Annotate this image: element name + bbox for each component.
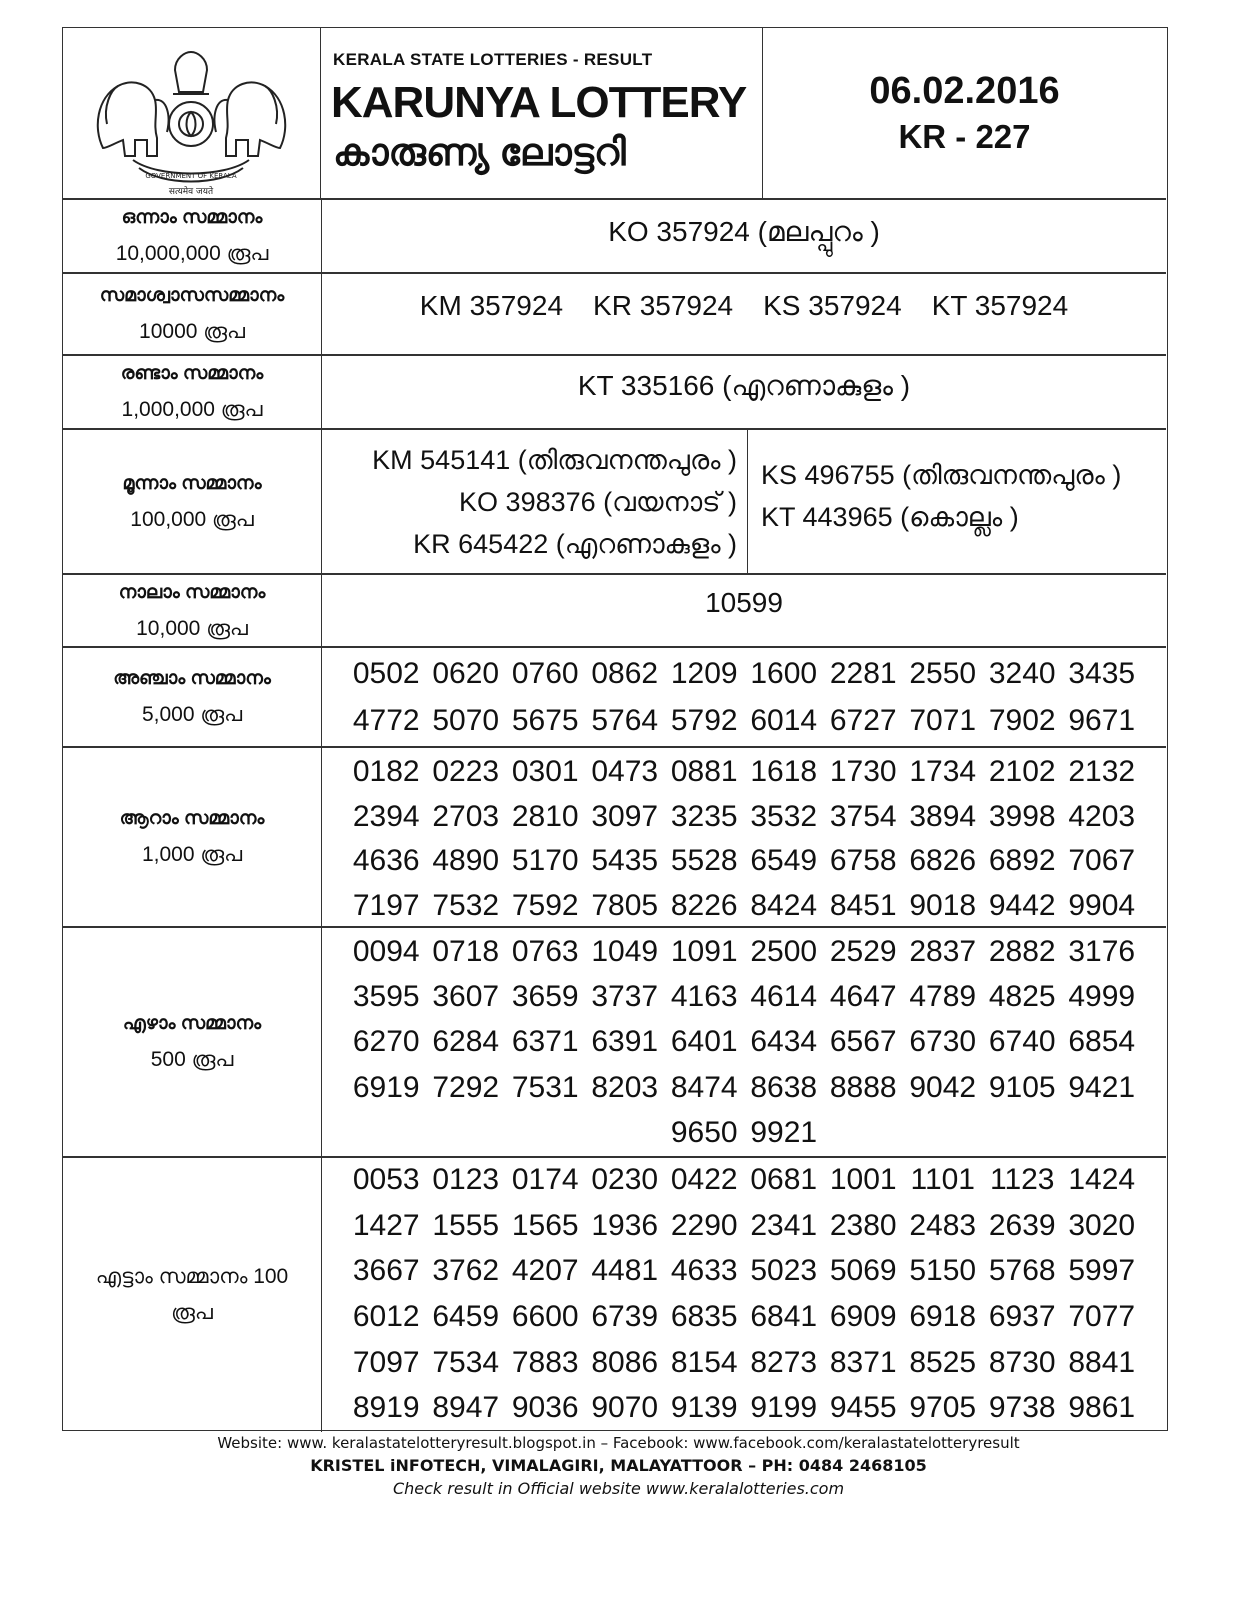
winning-number: 6459 [432, 1299, 500, 1333]
winning-number: 4789 [909, 980, 977, 1014]
prize-amount: 500 രൂപ [150, 1048, 234, 1071]
winning-number: 2281 [829, 657, 897, 690]
winning-number: 3532 [750, 799, 818, 833]
winning-number: 0422 [670, 1163, 738, 1196]
draw-number: KR - 227 [898, 118, 1031, 155]
winning-number: 7077 [1068, 1299, 1136, 1333]
winning-number: 7292 [432, 1070, 500, 1104]
prize-row-seventh [63, 926, 1166, 1156]
winning-number: 6826 [909, 844, 977, 877]
winning-number: 6892 [988, 844, 1056, 877]
winning-number: 6014 [750, 704, 818, 737]
winning-number: 9421 [1068, 1070, 1136, 1104]
winning-number: 5528 [670, 844, 738, 877]
winning-number: 9070 [591, 1391, 659, 1425]
winning-number: 3097 [591, 799, 659, 833]
number-grid [322, 928, 1166, 1156]
winning-number: 5023 [750, 1254, 818, 1288]
winning-number: 2639 [988, 1208, 1056, 1242]
winning-number: 8474 [670, 1070, 738, 1104]
winning-number: 7067 [1068, 844, 1136, 877]
winning-number: 4614 [750, 980, 818, 1014]
consolation-tickets [322, 274, 1166, 354]
winning-number: 0473 [591, 755, 659, 788]
winning-number: 6909 [829, 1299, 897, 1333]
winning-number: 0182 [352, 755, 420, 788]
ticket: KM 357924 [419, 290, 564, 321]
winning-number: 7805 [591, 888, 659, 922]
winning-number: 1618 [750, 755, 818, 788]
winning-number: 4825 [988, 980, 1056, 1014]
winning-number: 6854 [1068, 1025, 1136, 1059]
prize-label [63, 274, 322, 354]
prize-amount: 1,000 രൂപ [141, 843, 243, 866]
winning-number: 7097 [352, 1345, 420, 1379]
winning-number: 6918 [909, 1299, 977, 1333]
winning-number: 1600 [750, 657, 818, 690]
prize-amount: 10000 രൂപ [139, 320, 245, 343]
winning-number: 7883 [511, 1345, 579, 1379]
winning-number: 6549 [750, 844, 818, 877]
winning-number: 6434 [750, 1025, 818, 1059]
winning-number: 2290 [670, 1208, 738, 1242]
prize-name: എഴാം സമ്മാനം [122, 1013, 262, 1034]
winning-number: 6600 [511, 1299, 579, 1333]
winning-number: 3435 [1068, 657, 1136, 690]
prize-row-fourth [63, 573, 1166, 646]
prize-row-fifth [63, 646, 1166, 746]
winning-number: 8730 [988, 1345, 1056, 1379]
winning-ticket: KT 335166 (എറണാകുളം ) [577, 370, 911, 401]
winning-number: 9455 [829, 1391, 897, 1425]
ticket: KT 357924 [931, 290, 1069, 321]
winning-number: 2132 [1068, 755, 1136, 788]
winning-number: 6727 [829, 704, 897, 737]
winning-number: 4636 [352, 844, 420, 877]
ticket: KR 357924 [593, 290, 734, 321]
emblem-motto: सत्यमेव जयते [168, 187, 214, 197]
prize-row-eighth [63, 1156, 1166, 1432]
prize-label [63, 928, 322, 1156]
winning-number: 0502 [352, 657, 420, 690]
winning-number: 9861 [1068, 1391, 1136, 1425]
winning-number: 1123 [989, 1163, 1055, 1196]
footer-official: Check result in Official website www.keralalotteries.com [392, 1479, 845, 1498]
number-grid [322, 1158, 1166, 1432]
lottery-title-malayalam: കാരുണ്യ ലോട്ടറി [333, 132, 626, 174]
winning-number: 2500 [750, 935, 818, 968]
winning-number: 0230 [591, 1163, 659, 1196]
footer-website: Website: www. keralastatelotteryresult.blogspot.in – Facebook: www.facebook.com/keralastatelotteryresult [217, 1434, 1020, 1452]
winning-number: 0094 [352, 935, 420, 968]
prize-name: രണ്ടാം സമ്മാനം [120, 363, 264, 384]
winning-number: 9705 [909, 1391, 977, 1425]
winning-number: 5764 [591, 704, 659, 737]
winning-number: 0862 [591, 657, 659, 690]
winning-number: 6740 [988, 1025, 1056, 1059]
prize-name: എട്ടാം സമ്മാനം 100 [95, 1265, 289, 1288]
winning-number: 9105 [988, 1070, 1056, 1104]
winning-number: 5150 [909, 1254, 977, 1288]
winning-number: 9904 [1068, 888, 1136, 922]
ticket: KR 645422 (എറണാകുളം ) [413, 528, 737, 559]
winning-number: 7902 [988, 704, 1056, 737]
winning-ticket: KO 357924 (മലപ്പുറം ) [608, 216, 880, 247]
winning-number: 9018 [909, 888, 977, 922]
winning-number: 8525 [909, 1345, 977, 1379]
winning-number: 6835 [670, 1299, 738, 1333]
winning-number: 2550 [909, 657, 977, 690]
winning-number: 2102 [988, 755, 1056, 788]
winning-number: 2341 [750, 1208, 818, 1242]
prize-amount: 5,000 രൂപ [141, 703, 243, 726]
winning-number: 9139 [670, 1391, 738, 1425]
winning-number: 6841 [750, 1299, 818, 1333]
winning-number: 5675 [511, 704, 579, 737]
prize-row-second [63, 354, 1166, 428]
winning-number: 5792 [670, 704, 738, 737]
winning-number: 3762 [432, 1254, 500, 1288]
winning-number: 4163 [670, 980, 738, 1014]
winning-number: 0681 [750, 1163, 818, 1196]
winning-number: 1730 [829, 755, 897, 788]
winning-number: 5768 [988, 1254, 1056, 1288]
winning-number: 9042 [909, 1070, 977, 1104]
winning-number: 4203 [1068, 799, 1136, 833]
result-sheet [62, 27, 1168, 1431]
prize-label [63, 200, 322, 272]
winning-number: 5997 [1068, 1254, 1136, 1288]
prize-label [63, 648, 322, 746]
prize-amount: രൂപ [171, 1301, 213, 1324]
draw-date: 06.02.2016 [869, 70, 1060, 112]
ticket: KS 496755 (തിരുവനന്തപുരം ) [761, 459, 1122, 490]
prize-amount: 10,000 രൂപ [136, 616, 248, 640]
ticket: KT 443965 (കൊല്ലം ) [761, 501, 1019, 532]
winning-number: 0760 [511, 657, 579, 690]
winning-number: 9650 [670, 1115, 738, 1149]
winning-number: 3176 [1068, 935, 1136, 968]
winning-number: 0123 [432, 1163, 500, 1196]
ticket: KM 545141 (തിരുവനന്തപുരം ) [372, 444, 737, 475]
prize-name: അഞ്ചാം സമ്മാനം [113, 668, 271, 689]
winning-number: 5070 [432, 704, 500, 737]
winning-number: 7534 [432, 1345, 500, 1379]
winning-number: 4999 [1068, 980, 1136, 1014]
winning-number: 2380 [829, 1208, 897, 1242]
winning-number: 2703 [432, 799, 500, 833]
prize-row-third [63, 428, 1166, 573]
winning-number: 9921 [750, 1115, 818, 1149]
emblem-caption: GOVERNMENT OF KERALA [145, 172, 237, 180]
third-prize-tickets [322, 430, 1166, 573]
winning-number: 0223 [432, 755, 500, 788]
winning-number: 1555 [432, 1208, 500, 1242]
winning-number: 3020 [1068, 1208, 1136, 1242]
winning-number: 2882 [988, 935, 1056, 968]
winning-number: 8086 [591, 1345, 659, 1379]
winning-number: 7592 [511, 888, 579, 922]
winning-number: 8424 [750, 888, 818, 922]
winning-number: 6401 [670, 1025, 738, 1059]
winning-number: 2483 [909, 1208, 977, 1242]
ticket: KO 398376 (വയനാട് ) [459, 486, 737, 517]
winning-number: 6758 [829, 844, 897, 877]
prize-name: ആറാം സമ്മാനം [119, 808, 265, 829]
prize-name: മൂന്നാം സമ്മാനം [122, 472, 262, 494]
winning-number: 8203 [591, 1070, 659, 1104]
winning-number: 9738 [988, 1391, 1056, 1425]
prize-label [63, 748, 322, 926]
third-prize-right [749, 430, 1166, 573]
winning-number: 5435 [591, 844, 659, 877]
third-prize-left [322, 430, 748, 573]
winning-number: 9199 [750, 1391, 818, 1425]
winning-number: 8888 [829, 1070, 897, 1104]
winning-number: 5170 [511, 844, 579, 877]
prize-amount: 10,000,000 രൂപ [115, 242, 269, 265]
result-subtitle: KERALA STATE LOTTERIES - RESULT [333, 50, 653, 69]
winning-number: 1427 [352, 1208, 420, 1242]
ticket: KS 357924 [763, 290, 902, 321]
winning-number: 2810 [511, 799, 579, 833]
prize-row-first [63, 198, 1166, 272]
winning-number: 3659 [511, 980, 579, 1014]
winning-number: 9671 [1068, 704, 1136, 737]
winning-number: 4633 [670, 1254, 738, 1288]
prize-label [63, 1158, 322, 1432]
prize-name: നാലാം സമ്മാനം [118, 581, 266, 603]
winning-number: 8371 [829, 1345, 897, 1379]
winning-number: 8273 [750, 1345, 818, 1379]
winning-number: 6730 [909, 1025, 977, 1059]
winning-number: 6012 [352, 1299, 420, 1333]
winning-number: 8841 [1068, 1345, 1136, 1379]
winning-number: 8947 [432, 1391, 500, 1425]
number-grid [322, 648, 1166, 746]
winning-number: 6739 [591, 1299, 659, 1333]
prize-row-consolation [63, 272, 1166, 354]
winning-number: 3607 [432, 980, 500, 1014]
winning-number: 1091 [670, 935, 738, 968]
winning-number: 1049 [591, 935, 659, 968]
header [63, 28, 1166, 198]
winning-number: 1424 [1068, 1163, 1136, 1196]
prize-label [63, 575, 322, 646]
winning-number: 3998 [988, 799, 1056, 833]
winning-number: 3235 [670, 799, 738, 833]
winning-number: 0881 [670, 755, 738, 788]
prize-row-sixth [63, 746, 1166, 926]
winning-number: 6391 [591, 1025, 659, 1059]
winning-number: 2529 [829, 935, 897, 968]
title-cell [321, 28, 763, 198]
winning-number: 7197 [352, 888, 420, 922]
winning-number: 8919 [352, 1391, 420, 1425]
prize-label [63, 356, 322, 428]
date-cell [763, 28, 1166, 198]
prize-amount: 100,000 രൂപ [130, 507, 254, 531]
winning-number: 7531 [511, 1070, 579, 1104]
number-grid [322, 748, 1166, 926]
winning-number: 3894 [909, 799, 977, 833]
winning-number: 1936 [591, 1208, 659, 1242]
winning-number: 1734 [909, 755, 977, 788]
winning-number: 1209 [670, 657, 738, 690]
winning-number: 0301 [511, 755, 579, 788]
winning-number: 7071 [909, 704, 977, 737]
winning-number: 2837 [909, 935, 977, 968]
winning-number: 8154 [670, 1345, 738, 1379]
winning-number: 8451 [829, 888, 897, 922]
winning-number: 9036 [511, 1391, 579, 1425]
winning-number: 8226 [670, 888, 738, 922]
winning-number: 6937 [988, 1299, 1056, 1333]
winning-number: 0174 [511, 1163, 579, 1196]
winning-ticket: 10599 [705, 587, 783, 618]
winning-number: 6567 [829, 1025, 897, 1059]
winning-number: 2394 [352, 799, 420, 833]
winning-number: 4772 [352, 704, 420, 737]
winning-number: 4890 [432, 844, 500, 877]
winning-number: 8638 [750, 1070, 818, 1104]
winning-number: 6284 [432, 1025, 500, 1059]
winning-number: 0620 [432, 657, 500, 690]
prize-name: ഒന്നാം സമ്മാനം [121, 207, 263, 228]
prize-name: സമാശ്വാസസമ്മാനം [99, 285, 285, 306]
prize-amount: 1,000,000 രൂപ [121, 398, 263, 421]
winning-number: 1001 [829, 1163, 897, 1196]
winning-number: 0053 [352, 1163, 420, 1196]
winning-number: 1565 [511, 1208, 579, 1242]
lottery-title: KARUNYA LOTTERY [331, 78, 747, 127]
winning-number: 4647 [829, 980, 897, 1014]
winning-number: 0718 [432, 935, 500, 968]
footer-company: KRISTEL iNFOTECH, VIMALAGIRI, MALAYATTOOR – PH: 0484 2468105 [310, 1456, 927, 1475]
winning-number: 3737 [591, 980, 659, 1014]
winning-number: 5069 [829, 1254, 897, 1288]
winning-number: 4481 [591, 1254, 659, 1288]
winning-number: 6919 [352, 1070, 420, 1104]
winning-number: 3240 [988, 657, 1056, 690]
winning-number: 6270 [352, 1025, 420, 1059]
winning-number: 7532 [432, 888, 500, 922]
winning-number: 0763 [511, 935, 579, 968]
winning-number: 1101 [910, 1163, 975, 1196]
winning-number: 6371 [511, 1025, 579, 1059]
prize-label [63, 430, 322, 573]
winning-number: 3595 [352, 980, 420, 1014]
winning-number: 9442 [988, 888, 1056, 922]
winning-number: 3754 [829, 799, 897, 833]
winning-number: 4207 [511, 1254, 579, 1288]
winning-number: 3667 [352, 1254, 420, 1288]
emblem-cell [63, 28, 321, 198]
kerala-emblem-logo [63, 28, 320, 198]
